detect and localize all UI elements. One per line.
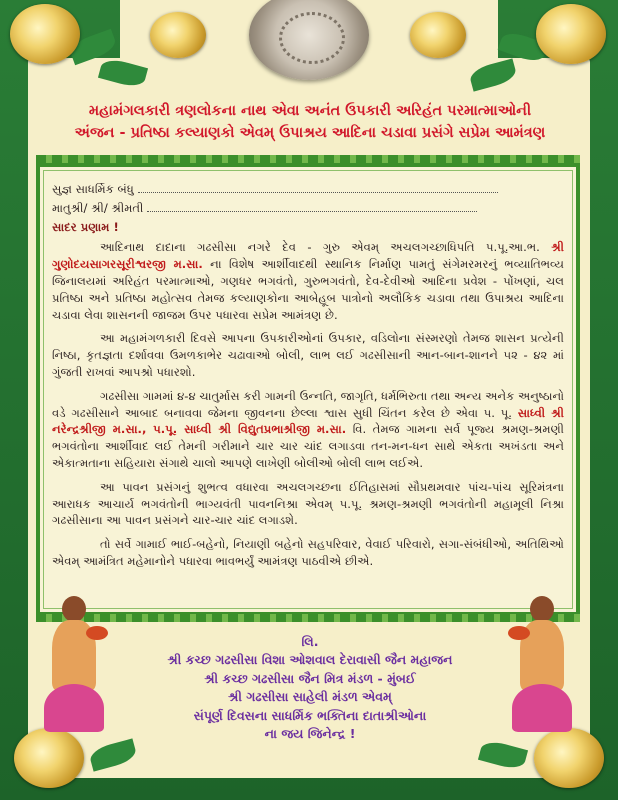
paragraph-3: ગઢસીસા ગામમાં ૪-૪ ચાતુર્માસ કરી ગામની ઉન્નતિ, જાગૃતિ, ધર્મભિરુતા તથા અન્ય અનેક અનુષ્ઠાનો વડે ગઢસીસાને આબાદ બનાવવા જેમના જીવનના છેલ્લા શ્વાસ સુધી ચિંતન કરેલ છે એવા પ. પૂ. સાધ્વી શ્રી નરેન્દ્રશ્રીજી મ.સા., પ.પૂ. સાધ્વી શ્રી વિદ્યુતપ્રભાશ્રીજી મ.સા. વિ. તેમજ ગામના સર્વ પૂજ્ય શ્રમણ-શ્રમણી ભગવંતોના આર્શીવાદ લઈ તેમની ગરીમાને ચાર ચાર ચાંદ લગાડવા તન-મન-ધન સાથે એકતા અખંડતા અને એકાત્મતાના સહિયારા સંગાથે ચાલો આપણે લાખેણી બોલીઓ બોલી લાભ લઈએ. xyxy=(52,388,564,470)
address-line-2: માતુશ્રી/ શ્રી/ શ્રીમતી xyxy=(52,200,564,217)
signoff-line-4: સંપૂર્ણ દિવસના સાધર્મિક ભક્તિના દાતાશ્રીઓના xyxy=(193,707,427,723)
signoff-line-1: શ્રી કચ્છ ગઢસીસા વિશા ઓશવાલ દેરાવાસી જૈન મહાજન xyxy=(167,652,453,668)
heading-line-1: મહામંગલકારી ત્રણલોકના નાથ એવા અનંત ઉપકારી અરિહંત પરમાત્માઓની xyxy=(88,103,532,119)
rose-decoration xyxy=(410,12,466,58)
acharya-name: શ્રી ગુણોદયસાગરસૂરીશ્વરજી મ.સા. xyxy=(52,240,564,272)
woman-figure-left xyxy=(40,596,108,736)
rose-decoration xyxy=(536,4,606,64)
blank-line xyxy=(138,182,498,193)
greeting: સાદર પ્રણામ ! xyxy=(52,219,119,234)
address-line-1: સુજ્ઞ સાધર્મિક બંધુ xyxy=(52,181,564,198)
signoff-li: લિ. xyxy=(301,634,319,649)
signoff-line-3: શ્રી ગઢસીસા સાહેલી મંડળ એવમ્ xyxy=(228,689,392,705)
paragraph-5: તો સર્વે ગામાઈ ભાઈ-બહેનો, નિયાણી બહેનો સહપરિવાર, વેવાઈ પરિવારો, સગા-સંબંધીઓ, અતિથિઓ એવમ્ આમંત્રિત મહેમાનોને પધારવા ભાવભર્યું આમંત્રણ પાઠવીએ છીએ. xyxy=(52,537,564,568)
rose-decoration xyxy=(10,4,80,64)
sadhvi-names: સાધ્વી શ્રી નરેન્દ્રશ્રીજી મ.સા., પ.પૂ. સાધ્વી શ્રી વિદ્યુતપ્રભાશ્રીજી મ.સા. xyxy=(52,405,564,437)
signoff-line-5: ના જય જિનેન્દ્ર ! xyxy=(264,726,356,742)
paragraph-1: આદિનાથ દાદાના ગઢસીસા નગરે દેવ - ગુરુ એવમ્ અચલગચ્છાધિપતિ પ.પૂ.આ.ભ. શ્રી ગુણોદયસાગરસૂરીશ્વરજી મ.સા. ના વિશેષ આર્શીવાદથી સ્થાનિક નિર્માણ પામતું સંગેમરમરનું ભવ્યાતિભવ્ય જિનાલયમાં અરિહંત પરમાત્માઓ, ગણધર ભગવંતો, ગુરુભગવંતો, દેવ-દેવીઓ આદિના પ્રવેશ - પોંખણાં, ચલ પ્રતિષ્ઠા અને પ્રતિષ્ઠા મહોત્સવ તેમજ કલ્યાણકોના આબેહૂબ પાત્રોનો અલૌકિક ચડાવા તથા ઉપાશ્રય આદિના ચડાવા લેવા શાસનની જાજમ ઉપર પધારવા સપ્રેમ આમંત્રણ છે. xyxy=(52,240,565,322)
paragraph-4: આ પાવન પ્રસંગનું શુભત્વ વધારવા અચલગચ્છના ઈતિહાસમાં સૌપ્રથમવાર પાંચ-પાંચ સૂરિમંત્રના આરાધક આચાર્ય ભગવંતોની ભાગ્યવંતી પાવનનિશ્રા એવમ્ પ.પૂ. શ્રમણ-શ્રમણી ભગવંતોની મહામૂલી નિશ્રા ગઢસીસાના આ પાવન પ્રસંગને ચાર-ચાર ચાંદ લગાડશે. xyxy=(52,479,564,528)
rose-decoration xyxy=(534,728,604,788)
invitation-heading xyxy=(40,100,580,144)
woman-figure-right xyxy=(508,596,576,736)
rose-decoration xyxy=(150,12,206,58)
letter-body xyxy=(52,181,564,577)
paragraph-2: આ મહામંગળકારી દિવસે આપના ઉપકારીઓનાં ઉપકાર, વડિલોના સંસ્મરણો તેમજ શાસન પ્રત્યેની નિષ્ઠા, કૃતજ્ઞતા દર્શાવવા ઉમળકાભેર ચઢાવાઓ બોલી, લાભ લઈ ગઢસીસાની આન-બાન-શાનને ૫૨ - ૪૨ માં ગુંજતી રાખવાં આપશ્રો પધારશો. xyxy=(52,331,564,379)
signoff-line-2: શ્રી કચ્છ ગઢસીસા જૈન મિત્ર મંડળ - મુંબઈ xyxy=(204,670,416,686)
vine-border-top xyxy=(36,155,580,163)
signoff-block xyxy=(130,633,490,743)
rose-decoration xyxy=(14,728,84,788)
blank-line xyxy=(147,201,477,212)
heading-line-2: અંજન - પ્રતિષ્ઠા કલ્યાણકો એવમ્ ઉપાશ્રય આદિના ચડાવા પ્રસંગે સપ્રેમ આમંત્રણ xyxy=(74,125,546,141)
vine-border-bottom xyxy=(36,614,580,622)
